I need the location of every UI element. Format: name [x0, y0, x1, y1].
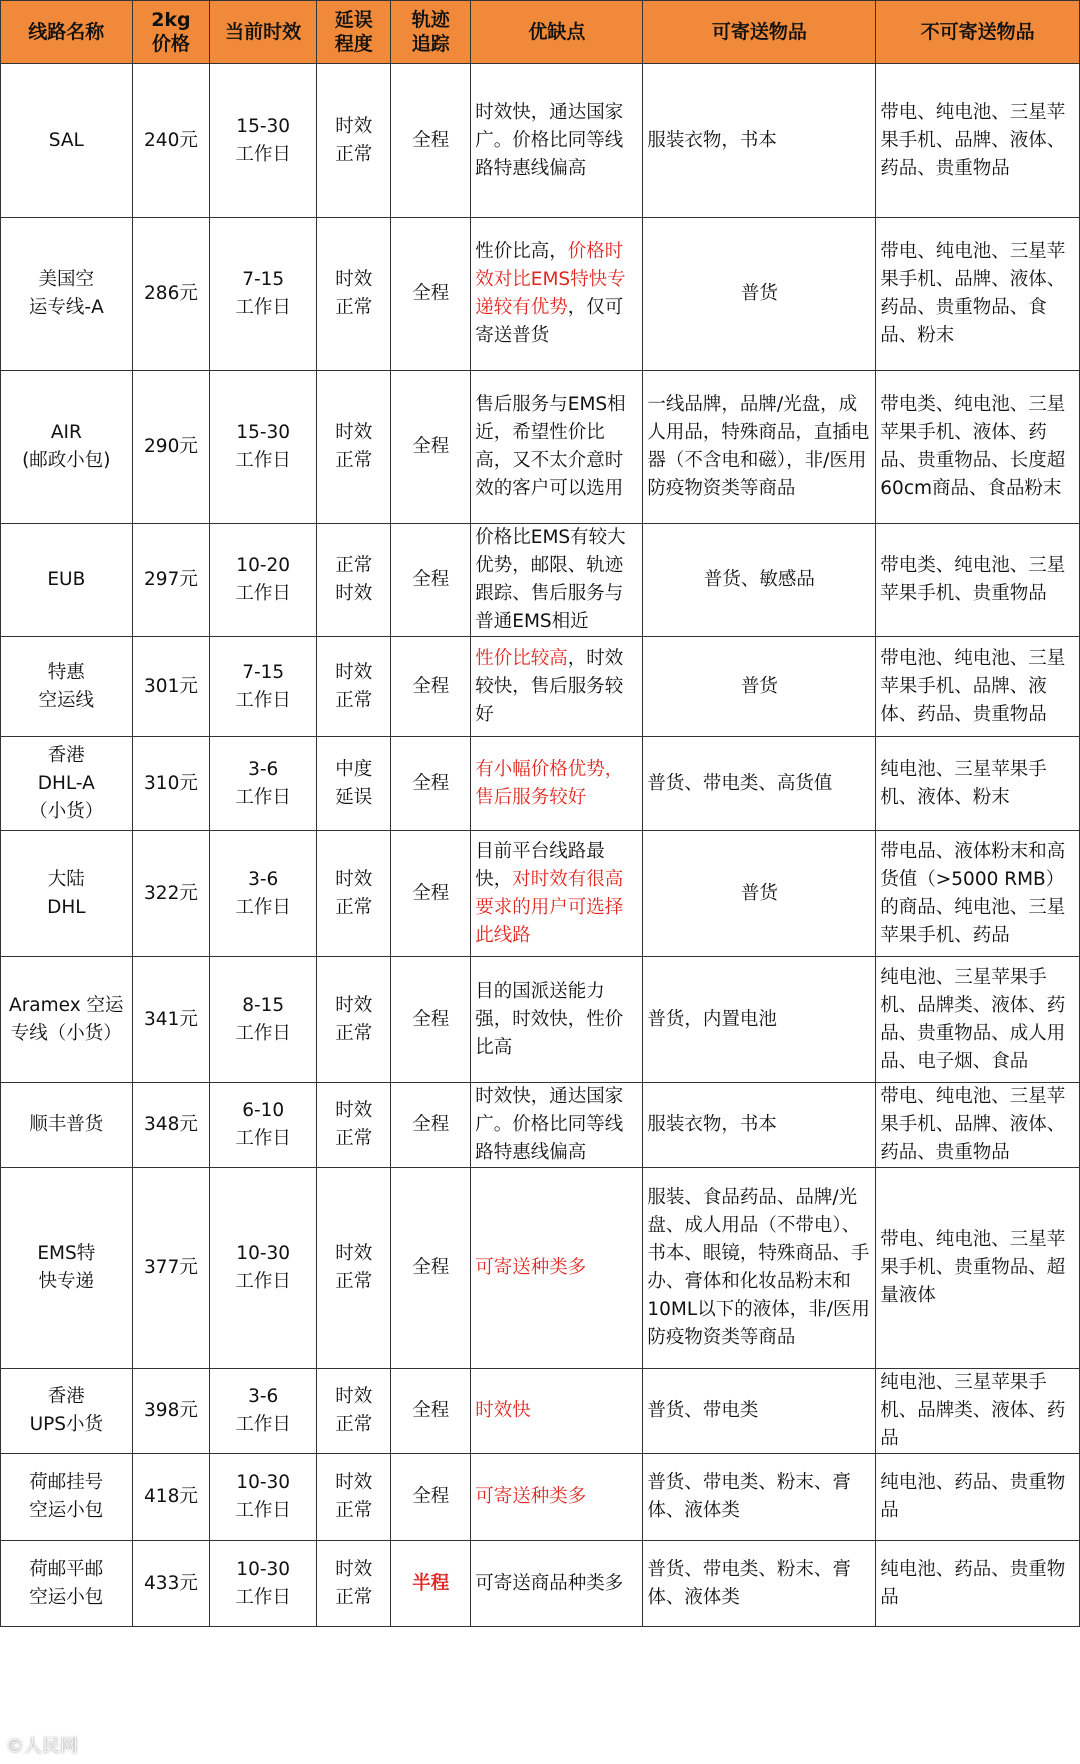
table-row — [1, 218, 1080, 371]
transit-time-unit: 工作日 — [235, 1586, 291, 1608]
delay-line2: 正常 — [335, 689, 373, 711]
tracking-cell: 半程 — [391, 1541, 471, 1627]
transit-time-range: 10-30 — [236, 1472, 291, 1493]
transit-time-range: 10-30 — [236, 1558, 291, 1580]
pros-text: 性价比高， — [475, 241, 568, 262]
route-name-cell — [1, 524, 133, 637]
transit-time-range: 3-6 — [248, 758, 279, 780]
delay-cell — [317, 831, 391, 957]
allowed-items-cell: 普货 — [643, 218, 876, 371]
header-price-line2: 价格 — [151, 33, 190, 55]
pros-text-tail: ，时效较快，售后服务较好 — [475, 647, 624, 725]
delay-line1: 时效 — [335, 994, 373, 1016]
header-forbidden-items: 不可寄送物品 — [876, 1, 1080, 64]
delay-cell — [317, 957, 391, 1083]
delay-line2: 正常 — [335, 1022, 373, 1044]
transit-time-cell — [210, 1369, 317, 1454]
header-pros-cons: 优缺点 — [471, 1, 643, 64]
route-name-cell — [1, 637, 133, 737]
route-name-line2: DHL-A — [37, 772, 95, 794]
allowed-items-cell: 普货 — [643, 831, 876, 957]
pros-cons-cell — [471, 1168, 643, 1369]
transit-time-unit: 工作日 — [235, 583, 291, 604]
transit-time-range: 10-20 — [236, 555, 291, 576]
price-cell: 377元 — [132, 1168, 210, 1369]
price-cell: 433元 — [132, 1541, 210, 1627]
delay-line1: 时效 — [335, 1243, 373, 1264]
route-name-line1: 荷邮挂号 — [29, 1472, 104, 1493]
transit-time-unit: 工作日 — [235, 896, 291, 918]
header-row — [1, 1, 1080, 64]
tracking-cell: 全程 — [391, 64, 471, 218]
pros-text: 可寄送商品种类多 — [475, 1572, 624, 1594]
delay-line2: 正常 — [335, 1414, 373, 1435]
route-name-line1: Aramex 空运 — [9, 994, 124, 1016]
forbidden-items-cell: 纯电池、三星苹果手机、液体、粉末 — [876, 737, 1080, 831]
pros-highlight: 时效快 — [475, 1400, 531, 1421]
delay-line1: 时效 — [335, 1100, 373, 1121]
route-name-cell — [1, 1083, 133, 1168]
transit-time-range: 6-10 — [242, 1100, 285, 1121]
pros-highlight: 对时效有很高要求的用户可选择此线路 — [475, 868, 624, 946]
transit-time-cell — [210, 524, 317, 637]
delay-cell — [317, 1541, 391, 1627]
pros-cons-cell — [471, 831, 643, 957]
forbidden-items-cell: 纯电池、三星苹果手机、品牌类、液体、药品、贵重物品、成人用品、电子烟、食品 — [876, 957, 1080, 1083]
route-name-line2: (邮政小包) — [22, 450, 111, 471]
route-name-line2: 快专递 — [38, 1271, 95, 1292]
tracking-cell: 全程 — [391, 737, 471, 831]
transit-time-range: 7-15 — [242, 269, 285, 290]
delay-line1: 时效 — [335, 661, 373, 683]
delay-line2: 延误 — [335, 786, 373, 808]
table-row — [1, 637, 1080, 737]
route-name-cell — [1, 1168, 133, 1369]
table-row — [1, 524, 1080, 637]
transit-time-range: 3-6 — [248, 1386, 279, 1407]
header-allowed-items: 可寄送物品 — [643, 1, 876, 64]
forbidden-items-cell: 带电品、液体粉末和高货值（>5000 RMB）的商品、纯电池、三星苹果手机、药品 — [876, 831, 1080, 957]
pros-text: 目的国派送能力强，时效快，性价比高 — [475, 980, 624, 1058]
delay-cell — [317, 637, 391, 737]
route-name-line2: 运专线-A — [28, 297, 104, 318]
price-cell: 297元 — [132, 524, 210, 637]
tracking-cell: 全程 — [391, 371, 471, 524]
price-cell: 348元 — [132, 1083, 210, 1168]
header-delay-line1: 延误 — [334, 9, 373, 31]
transit-time-unit: 工作日 — [235, 1128, 291, 1149]
transit-time-unit: 工作日 — [235, 1271, 291, 1292]
transit-time-range: 7-15 — [242, 661, 285, 683]
transit-time-cell — [210, 1454, 317, 1541]
delay-line1: 时效 — [335, 269, 373, 290]
route-name-line2: 空运小包 — [29, 1500, 104, 1521]
allowed-items-cell: 普货、带电类、高货值 — [643, 737, 876, 831]
pros-highlight: 可寄送种类多 — [475, 1257, 587, 1278]
tracking-cell: 全程 — [391, 1454, 471, 1541]
allowed-items-cell: 普货、带电类 — [643, 1369, 876, 1454]
route-name-line1: 特惠 — [47, 661, 85, 683]
price-cell: 341元 — [132, 957, 210, 1083]
forbidden-items-cell: 纯电池、三星苹果手机、品牌类、液体、药品 — [876, 1369, 1080, 1454]
route-name-cell — [1, 1369, 133, 1454]
header-transit-time: 当前时效 — [210, 1, 317, 64]
route-name-cell — [1, 371, 133, 524]
header-tracking-line2: 追踪 — [411, 33, 450, 55]
header-price — [132, 1, 210, 64]
forbidden-items-cell: 纯电池、药品、贵重物品 — [876, 1541, 1080, 1627]
route-name-line2: 专线（小货） — [10, 1022, 122, 1044]
delay-line2: 正常 — [335, 1128, 373, 1149]
transit-time-unit: 工作日 — [235, 297, 291, 318]
delay-line2: 正常 — [335, 297, 373, 318]
tracking-cell: 全程 — [391, 218, 471, 371]
route-name-cell — [1, 1454, 133, 1541]
delay-line2: 正常 — [335, 1586, 373, 1608]
pros-cons-cell — [471, 524, 643, 637]
delay-line2: 正常 — [335, 450, 373, 471]
forbidden-items-cell: 纯电池、药品、贵重物品 — [876, 1454, 1080, 1541]
table-row — [1, 957, 1080, 1083]
pros-text: 时效快，通达国家广。价格比同等线路特惠线偏高 — [475, 1086, 624, 1163]
delay-line1: 时效 — [335, 1472, 373, 1493]
pros-text: 时效快，通达国家广。价格比同等线路特惠线偏高 — [475, 101, 624, 179]
table-row — [1, 831, 1080, 957]
pros-cons-cell — [471, 371, 643, 524]
tracking-cell: 全程 — [391, 1168, 471, 1369]
table-row — [1, 1541, 1080, 1627]
delay-line1: 中度 — [335, 758, 373, 780]
transit-time-range: 10-30 — [236, 1243, 291, 1264]
tracking-cell: 全程 — [391, 637, 471, 737]
pros-highlight: 价格时效对比EMS特快专递较有优势 — [475, 241, 626, 318]
table-row — [1, 64, 1080, 218]
allowed-items-cell: 普货 — [643, 637, 876, 737]
delay-line1: 正常 — [335, 555, 373, 576]
header-price-line1: 2kg — [151, 9, 191, 31]
transit-time-cell — [210, 637, 317, 737]
table-row — [1, 1369, 1080, 1454]
transit-time-cell — [210, 737, 317, 831]
pros-cons-cell — [471, 1083, 643, 1168]
allowed-items-cell: 普货、带电类、粉末、膏体、液体类 — [643, 1454, 876, 1541]
delay-line1: 时效 — [335, 422, 373, 443]
pros-cons-cell — [471, 218, 643, 371]
pros-text: 售后服务与EMS相近，希望性价比高，又不太介意时效的客户可以选用 — [475, 394, 626, 499]
table-row — [1, 737, 1080, 831]
transit-time-range: 15-30 — [236, 115, 291, 137]
transit-time-unit: 工作日 — [235, 1022, 291, 1044]
header-route-name: 线路名称 — [1, 1, 133, 64]
price-cell: 240元 — [132, 64, 210, 218]
delay-line2: 正常 — [335, 143, 373, 165]
delay-cell — [317, 1168, 391, 1369]
pros-cons-cell — [471, 1541, 643, 1627]
route-name-line3: （小货） — [29, 800, 104, 822]
pros-highlight: 可寄送种类多 — [475, 1486, 587, 1507]
transit-time-cell — [210, 371, 317, 524]
transit-time-cell — [210, 218, 317, 371]
route-name-line2: 空运小包 — [29, 1586, 104, 1608]
price-cell: 301元 — [132, 637, 210, 737]
delay-line2: 正常 — [335, 1271, 373, 1292]
forbidden-items-cell: 带电类、纯电池、三星苹果手机、贵重物品 — [876, 524, 1080, 637]
route-name-line1: 顺丰普货 — [29, 1114, 104, 1135]
pros-cons-cell — [471, 637, 643, 737]
tracking-cell: 全程 — [391, 1083, 471, 1168]
route-name-line1: EMS特 — [37, 1243, 96, 1264]
table-row — [1, 1083, 1080, 1168]
transit-time-cell — [210, 957, 317, 1083]
allowed-items-cell: 普货、带电类、粉末、膏体、液体类 — [643, 1541, 876, 1627]
delay-cell — [317, 218, 391, 371]
transit-time-range: 3-6 — [248, 868, 279, 890]
route-name-cell — [1, 1541, 133, 1627]
price-cell: 322元 — [132, 831, 210, 957]
header-delay — [317, 1, 391, 64]
delay-cell — [317, 1454, 391, 1541]
transit-time-unit: 工作日 — [235, 1500, 291, 1521]
table-row — [1, 371, 1080, 524]
route-name-line1: AIR — [50, 422, 82, 443]
tracking-cell: 全程 — [391, 831, 471, 957]
transit-time-cell — [210, 831, 317, 957]
forbidden-items-cell: 带电、纯电池、三星苹果手机、贵重物品、超量液体 — [876, 1168, 1080, 1369]
transit-time-cell — [210, 1541, 317, 1627]
transit-time-cell — [210, 1083, 317, 1168]
route-name-cell — [1, 957, 133, 1083]
allowed-items-cell: 一线品牌，品牌/光盘，成人用品，特殊商品，直插电器（不含电和磁），非/医用防疫物资类等商品 — [643, 371, 876, 524]
delay-cell — [317, 737, 391, 831]
tracking-cell: 全程 — [391, 524, 471, 637]
allowed-items-cell: 服装衣物，书本 — [643, 1083, 876, 1168]
delay-line1: 时效 — [335, 868, 373, 890]
route-name-line1: 香港 — [47, 744, 85, 766]
allowed-items-cell: 普货，内置电池 — [643, 957, 876, 1083]
transit-time-range: 8-15 — [242, 994, 285, 1016]
delay-cell — [317, 524, 391, 637]
delay-cell — [317, 1369, 391, 1454]
pros-cons-cell — [471, 1369, 643, 1454]
transit-time-unit: 工作日 — [235, 1414, 291, 1435]
delay-line1: 时效 — [335, 1558, 373, 1580]
price-cell: 286元 — [132, 218, 210, 371]
header-tracking-line1: 轨迹 — [411, 9, 450, 31]
route-name-cell — [1, 737, 133, 831]
delay-line2: 时效 — [335, 583, 373, 604]
header-delay-line2: 程度 — [334, 33, 373, 55]
pros-cons-cell — [471, 64, 643, 218]
delay-line1: 时效 — [335, 115, 373, 137]
price-cell: 398元 — [132, 1369, 210, 1454]
route-name-line1: 荷邮平邮 — [29, 1558, 104, 1580]
route-name-cell — [1, 831, 133, 957]
allowed-items-cell: 服装、食品药品、品牌/光盘、成人用品（不带电）、书本、眼镜，特殊商品、手办、膏体和化妆品粉末和10ML以下的液体，非/医用防疫物资类等商品 — [643, 1168, 876, 1369]
pros-text: 目前平台线路最快， — [475, 840, 605, 890]
price-cell: 418元 — [132, 1454, 210, 1541]
delay-line1: 时效 — [335, 1386, 373, 1407]
forbidden-items-cell: 带电、纯电池、三星苹果手机、品牌、液体、药品、贵重物品 — [876, 1083, 1080, 1168]
route-name-line1: EUB — [47, 569, 86, 590]
route-name-line2: 空运线 — [38, 689, 95, 711]
transit-time-unit: 工作日 — [235, 786, 291, 808]
watermark: ©人民网 — [6, 1736, 78, 1757]
allowed-items-cell: 普货、敏感品 — [643, 524, 876, 637]
price-cell: 310元 — [132, 737, 210, 831]
route-name-line1: 大陆 — [47, 868, 85, 890]
pros-text: 价格比EMS有较大优势，邮限、轨迹跟踪、售后服务与普通EMS相近 — [475, 527, 626, 632]
pros-highlight: 有小幅价格优势，售后服务较好 — [475, 758, 624, 808]
pros-cons-cell — [471, 1454, 643, 1541]
transit-time-cell — [210, 1168, 317, 1369]
header-tracking — [391, 1, 471, 64]
forbidden-items-cell: 带电、纯电池、三星苹果手机、品牌、液体、药品、贵重物品、食品、粉末 — [876, 218, 1080, 371]
delay-cell — [317, 371, 391, 524]
transit-time-unit: 工作日 — [235, 689, 291, 711]
pros-highlight: 性价比较高 — [475, 647, 568, 669]
delay-cell — [317, 1083, 391, 1168]
route-name-line2: DHL — [47, 896, 86, 918]
transit-time-unit: 工作日 — [235, 143, 291, 165]
tracking-cell: 全程 — [391, 957, 471, 1083]
tracking-cell: 全程 — [391, 1369, 471, 1454]
table-row — [1, 1454, 1080, 1541]
transit-time-cell — [210, 64, 317, 218]
route-name-line1: 香港 — [47, 1386, 85, 1407]
transit-time-range: 15-30 — [236, 422, 291, 443]
table-row — [1, 1168, 1080, 1369]
forbidden-items-cell: 带电池、纯电池、三星苹果手机、品牌、液体、药品、贵重物品 — [876, 637, 1080, 737]
delay-line2: 正常 — [335, 896, 373, 918]
allowed-items-cell: 服装衣物，书本 — [643, 64, 876, 218]
route-name-cell — [1, 64, 133, 218]
route-name-line2: UPS小货 — [29, 1414, 104, 1435]
price-cell: 290元 — [132, 371, 210, 524]
forbidden-items-cell: 带电、纯电池、三星苹果手机、品牌、液体、药品、贵重物品 — [876, 64, 1080, 218]
pros-cons-cell — [471, 737, 643, 831]
route-name-cell — [1, 218, 133, 371]
forbidden-items-cell: 带电类、纯电池、三星苹果手机、液体、药品、贵重物品、长度超60cm商品、食品粉末 — [876, 371, 1080, 524]
route-name-line1: SAL — [48, 129, 84, 151]
delay-cell — [317, 64, 391, 218]
transit-time-unit: 工作日 — [235, 450, 291, 471]
pros-text-tail: ，仅可寄送普货 — [475, 297, 624, 346]
pros-cons-cell — [471, 957, 643, 1083]
route-name-line1: 美国空 — [38, 269, 95, 290]
delay-line2: 正常 — [335, 1500, 373, 1521]
